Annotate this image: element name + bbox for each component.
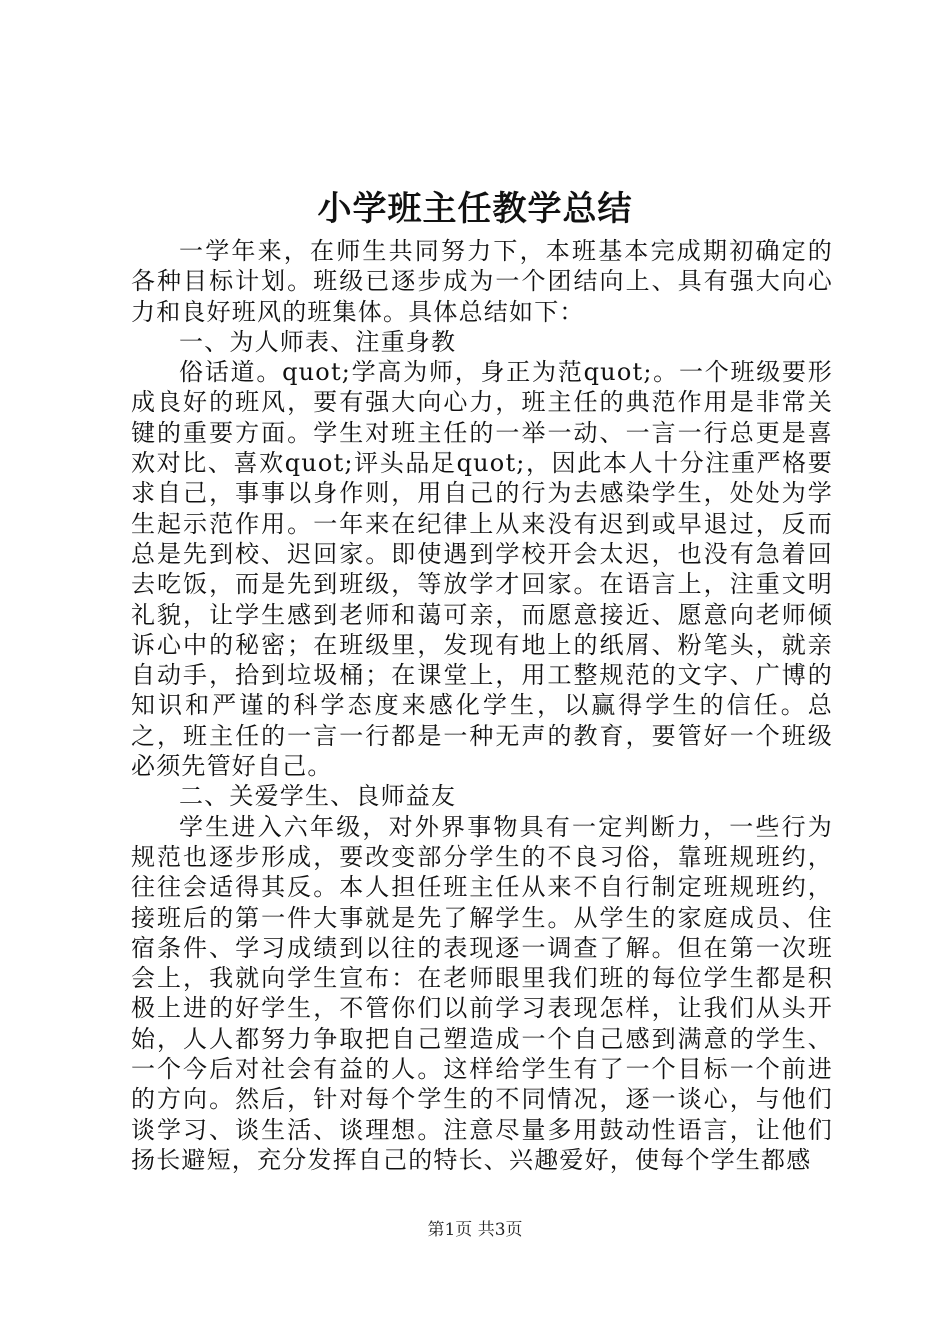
section-1-paragraph: 俗话道。quot;学高为师，身正为范quot;。一个班级要形成良好的班风，要有强大向心力，班主任的典范作用是非常关键的重要方面。学生对班主任的一举一动、一言一行总更是喜欢对比、喜欢quot;评头品足quot;，因此本人十分注重严格要求自己，事事以身作则，用自己的行为去感染学生，处处为学生起示范作用。一年来在纪律上从来没有迟到或早退过，反而总是先到校、迟回家。即使遇到学校开会太迟，也没有急着回去吃饭，而是先到班级，等放学才回家。在语言上，注重文明礼貌，让学生感到老师和蔼可亲，而愿意接近、愿意向老师倾诉心中的秘密；在班级里，发现有地上的纸屑、粉笔头，就亲自动手，拾到垃圾桶；在课堂上，用工整规范的文字、广博的知识和严谨的科学态度来感化学生，以赢得学生的信任。总之，班主任的一言一行都是一种无声的教育，要管好一个班级必须先管好自己。 <box>131 358 833 781</box>
section-heading-1: 一、为人师表、注重身教 <box>179 327 457 356</box>
intro-paragraph: 一学年来，在师生共同努力下，本班基本完成期初确定的各种目标计划。班级已逐步成为一个团结向上、具有强大向心力和良好班风的班集体。具体总结如下： <box>131 237 833 326</box>
document-title: 小学班主任教学总结 <box>317 189 633 229</box>
page-footer <box>0 1218 950 1242</box>
page-number: 第1页 共3页 <box>427 1220 523 1240</box>
section-heading-2: 二、关爱学生、良师益友 <box>179 782 457 811</box>
document-body <box>131 236 833 1175</box>
section-2-paragraph: 学生进入六年级，对外界事物具有一定判断力，一些行为规范也逐步形成，要改变部分学生的不良习俗，靠班规班约，往往会适得其反。本人担任班主任从来不自行制定班规班约，接班后的第一件大事就是先了解学生。从学生的家庭成员、住宿条件、学习成绩到以往的表现逐一调查了解。但在第一次班会上，我就向学生宣布：在老师眼里我们班的每位学生都是积极上进的好学生，不管你们以前学习表现怎样，让我们从头开始，人人都努力争取把自己塑造成一个自己感到满意的学生、一个今后对社会有益的人。这样给学生有了一个目标一个前进的方向。然后，针对每个学生的不同情况，逐一谈心，与他们谈学习、谈生活、谈理想。注意尽量多用鼓动性语言，让他们扬长避短，充分发挥自己的特长、兴趣爱好，使每个学生都感 <box>131 812 833 1174</box>
